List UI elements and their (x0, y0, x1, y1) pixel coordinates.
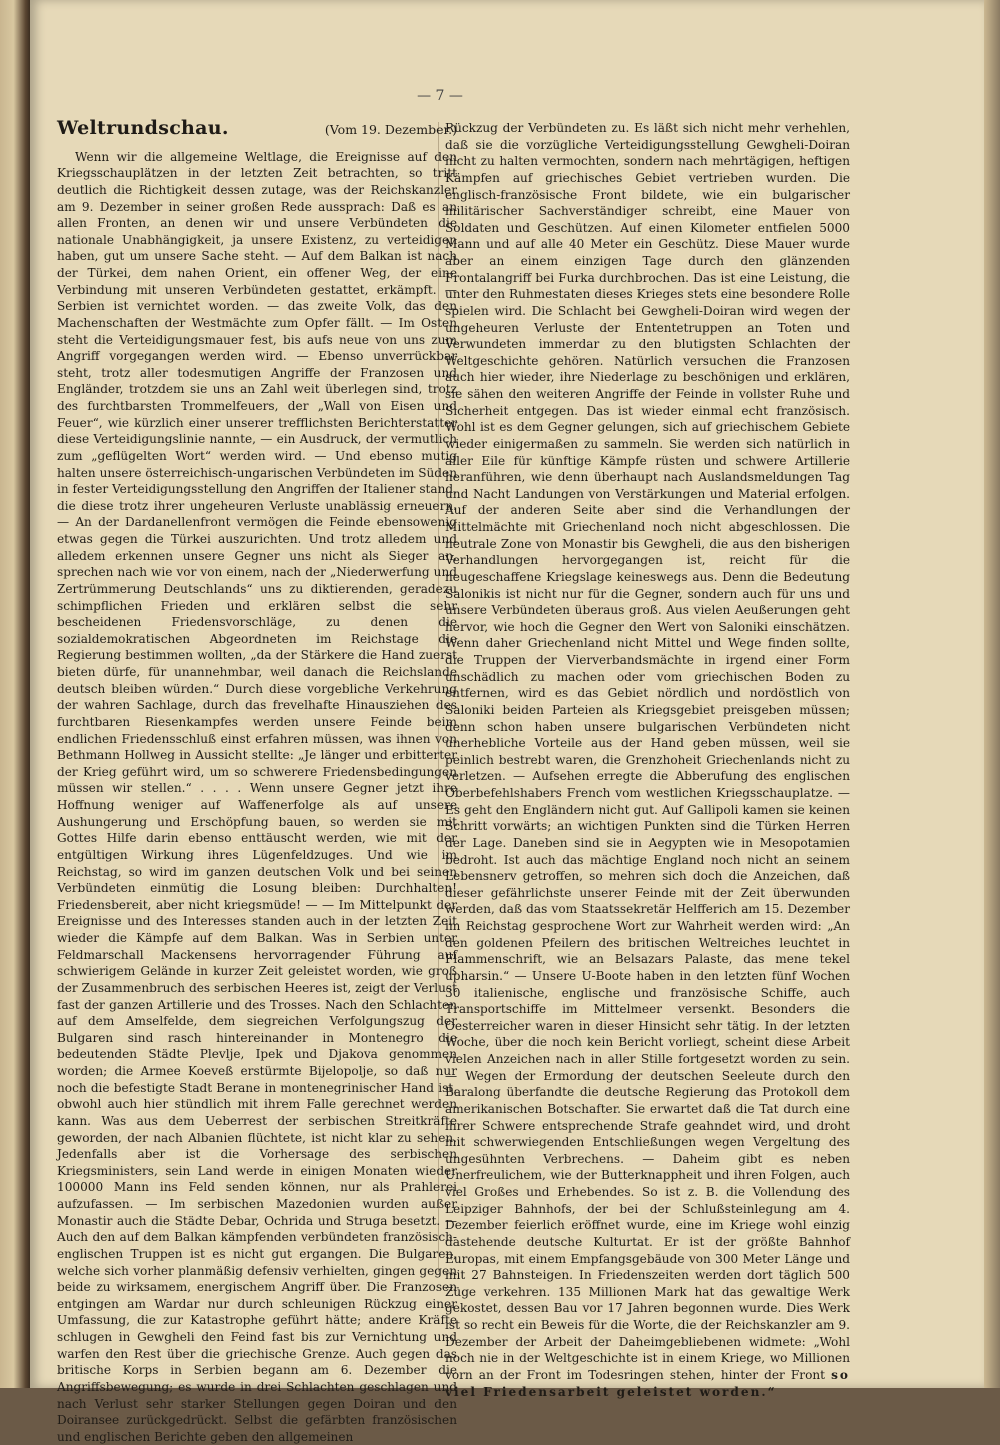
page-number: — 7 — (417, 88, 463, 104)
article-closing-quote: so viel Friedensarbeit geleistet worden.“ (445, 1367, 850, 1399)
article-body-right-text: Rückzug der Verbündeten zu. Es läßt sich nicht mehr verhehlen, daß sie die vorzügliche Verteidigungsstellung Gewgheli-Doiran nicht zu halten vermochten, sondern nach mehrtägigen, heftigen Kämpfen auf griechisches Gebiet vertrieben wurden. Die englisch-französische Front bildete, wie ein bulgarischer militärischer Sachverständiger schreibt, eine Mauer von Soldaten und Geschützen. Auf einen Kilometer entfielen 5000 Mann und auf alle 40 Meter ein Geschütz. Diese Mauer wurde aber an einem einzigen Tage durch den glänzenden Frontalangriff bei Furka durchbrochen. Das ist eine Leistung, die unter den Ruhmestaten dieses Krieges stets eine besondere Rolle spielen wird. Die Schlacht bei Gewgheli-Doiran wird wegen der ungeheuren Verluste der Ententetruppen an Toten und Verwundeten immerdar zu den blutigsten Schlachten der Weltgeschichte gehören. Natürlich versuchen die Franzosen auch hier wieder, ihre Niederlage zu beschönigen und erklären, sie sähen den weiteren Angriffe der Feinde in vollster Ruhe und Sicherheit entgegen. Das ist wieder einmal echt französisch. Wohl ist es dem Gegner gelungen, sich auf griechischem Gebiete wieder einigermaßen zu sammeln. Sie werden sich natürlich in aller Eile für künftige Kämpfe rüsten und schwere Artillerie heranführen, wie denn überhaupt nach Auslandsmeldungen Tag und Nacht Landungen von Verstärkungen und Material erfolgen. Auf der anderen Seite aber sind die Verhandlungen der Mittelmächte mit Griechenland noch nicht abgeschlossen. Die neutrale Zone von Monastir bis Gewgheli, die aus den bisherigen Verhandlungen hervorgegangen ist, reicht für die neugeschaffene Kriegslage keineswegs aus. Denn die Bedeutung Salonikis ist nicht nur für die Gegner, sondern auch für uns und unsere Verbündeten überaus groß. Aus vielen Aeußerungen geht hervor, wie hoch die Gegner den Wert von Saloniki einschätzen. Wenn daher Griechenland nicht Mittel und Wege finden sollte, die Truppen der Vierverbandsmächte in irgend einer Form unschädlich zu machen oder vom griechischen Boden zu entfernen, wird es das Gebiet nördlich und nordöstlich von Saloniki beiden Parteien als Kriegsgebiet preisgeben müssen; denn schon haben unsere bulgarischen Verbündeten nicht unerhebliche Vorteile aus der Hand geben müssen, weil sie peinlich bestrebt waren, die Grenzhoheit Griechenlands nicht zu verletzen. — Aufsehen erregte die Abberufung des englischen Oberbefehlshabers French vom westlichen Kriegsschauplatze. — Es geht den Engländern nicht gut. Auf Gallipoli kamen sie keinen Schritt vorwärts; an wichtigen Punkten sind die Türken Herren der Lage. Daneben sind sie in Aegypten wie in Mesopotamien bedroht. Ist auch das mächtige England noch nicht an seinem Lebensnerv getroffen, so mehren sich doch die Anzeichen, daß dieser gefährlichste unserer Feinde mit der Zeit überwunden werden, daß das vom Staatssekretär Helfferich am 15. Dezember im Reichstag gesprochene Wort zur Wahrheit werden wird: „An den goldenen Pfeilern des britischen Weltreiches leuchtet in Flammenschrift, wie an Belsazars Palaste, das mene tekel upharsin.“ — Unsere U-Boote haben in den letzten fünf Wochen 30 italienische, englische und französische Schiffe, auch Transportschiffe im Mittelmeer versenkt. Besonders die Oesterreicher waren in dieser Hinsicht sehr tätig. In der letzten Woche, über die noch kein Bericht vorliegt, scheint diese Arbeit vielen Anzeichen nach in aller Stille fortgesetzt worden zu sein. — Wegen der Ermordung der deutschen Seeleute durch den Baralong überfandte die deutsche Regierung das Protokoll dem amerikanischen Botschafter. Sie erwartet daß die Tat durch eine ihrer Schwere entsprechende Strafe geahndet wird, und droht mit schwerwiegenden Entschließungen wegen Vergeltung des ungesühnten Verbrechens. — Daheim gibt es neben Unerfreulichem, wie der Butterknappheit und ihren Folgen, auch viel Großes und Erhebendes. So ist z. B. die Vollendung des Leipziger Bahnhofs, der bei der Schlußsteinlegung am 4. Dezember feierlich eröffnet wurde, eine im Kriege wohl einzig dastehende deutsche Kulturtat. Er ist der größte Bahnhof Europas, mit einem Empfangsgebäude von 300 Meter Länge und mit 27 Bahnsteigen. In Friedenszeiten werden dort täglich 500 Züge verkehren. 135 Millionen Mark hat das gewaltige Werk gekostet, dessen Bau vor 17 Jahren begonnen wurde. Dies Werk ist so recht ein Beweis für die Worte, die der Reichskanzler am 9. Dezember der Arbeit der Daheimgebliebenen widmete: „Wohl noch nie in der Weltgeschichte ist in einem Kriege, wo Millionen vorn an der Front im Todesringen stehen, hinter der Front (445, 121, 850, 1382)
article-title: Weltrundschau. (57, 117, 229, 139)
book-spine (0, 0, 30, 1388)
page-edge (984, 0, 1000, 1388)
article-body-right (445, 120, 850, 1400)
article-body-left: Wenn wir die allgemeine Weltlage, die Ereignisse auf den Kriegsschauplätzen in der letzten Zeit betrachten, so tritt deutlich die Richtigkeit dessen zutage, was der Reichskanzler am 9. Dezember in seiner großen Rede aussprach: Daß es an allen Fronten, an denen wir und unsere Verbündeten die nationale Unabhängigkeit, ja unsere Existenz, zu verteidigen haben, gut um unsere Sache steht. — Auf dem Balkan ist nach der Türkei, dem nahen Orient, ein offener Weg, der eine Verbindung mit unseren Verbündeten gestattet, erkämpft. — Serbien ist vernichtet worden. — das zweite Volk, das den Machenschaften der Westmächte zum Opfer fällt. — Im Osten steht die Verteidigungsmauer fest, bis aufs neue von uns zum Angriff vorgegangen werden wird. — Ebenso unverrückbar steht, trotz aller todesmutigen Angriffe der Franzosen und Engländer, trotzdem sie uns an Zahl weit überlegen sind, trotz des furchtbarsten Trommelfeuers, der „Wall von Eisen und Feuer“, wie kürzlich einer unserer trefflichsten Berichterstatter diese Verteidigungslinie nannte, — ein Ausdruck, der vermutlich zum „geflügelten Wort“ werden wird. — Und ebenso mutig halten unsere österreichisch-ungarischen Verbündeten im Süden in fester Verteidigungsstellung den Angriffen der Italiener stand, die diese trotz ihrer ungeheuren Verluste unablässig erneuern. — An der Dardanellenfront vermögen die Feinde ebensowenig etwas gegen die Türkei auszurichten. Und trotz alledem und alledem erkennen unsere Gegner uns nicht als Sieger an, sprechen nach wie vor von einem, nach der „Niederwerfung und Zertrümmerung Deutschlands“ uns zu diktierenden, geradezu schimpflichen Frieden und erklären selbst die sehr bescheidenen Friedensvorschläge, zu denen die sozialdemokratischen Abgeordneten im Reichstage die Regierung bestimmen wollten, „da der Stärkere die Hand zuerst bieten dürfe, für unannehmbar, weil danach die Reichslande deutsch bleiben würden.“ Durch diese vorgebliche Verkehrung der wahren Sachlage, durch das frevelhafte Hinausziehen des furchtbaren Riesenkampfes werden unsere Feinde beim endlichen Friedensschluß einst erfahren müssen, was ihnen von Bethmann Hollweg in Aussicht stellte: „Je länger und erbitterter der Krieg geführt wird, um so schwerere Friedensbedingungen müssen wir stellen.“ . . . . Wenn unsere Gegner jetzt ihre Hoffnung weniger auf Waffenerfolge als auf unsere Aushungerung und Erschöpfung bauen, so werden sie mit Gottes Hilfe darin ebenso enttäuscht werden, wie mit der entgültigen Wirkung ihres Lügenfeldzuges. Und wie im Reichstag, so wird im ganzen deutschen Volk und bei seinen Verbündeten einmütig die Losung bleiben: Durchhalten! Friedensbereit, aber nicht kriegsmüde! — — Im Mittelpunkt der Ereignisse und des Interesses standen auch in der letzten Zeit wieder die Kämpfe auf dem Balkan. Was in Serbien unter Feldmarschall Mackensens hervorragender Führung auf schwierigem Gelände in kurzer Zeit geleistet worden, wie groß der Zusammenbruch des serbischen Heeres ist, zeigt der Verlust fast der ganzen Artillerie und des Trosses. Nach den Schlachten auf dem Amselfelde, dem siegreichen Verfolgungszug der Bulgaren sind rasch hintereinander in Montenegro die bedeutenden Städte Plevlje, Ipek und Djakova genommen worden; die Armee Koeveß erstürmte Bijelopolje, so daß nur noch die befestigte Stadt Berane in montenegrinischer Hand ist, obwohl auch hier stündlich mit ihrem Falle gerechnet werden kann. Was aus dem Ueberrest der serbischen Streitkräfte geworden, der nach Albanien flüchtete, ist nicht klar zu sehen. Jedenfalls aber ist die Vorhersage des serbischen Kriegsministers, sein Land werde in einigen Monaten wieder 100000 Mann ins Feld senden können, nur als Prahlerei aufzufassen. — Im serbischen Mazedonien wurden außer Monastir auch die Städte Debar, Ochrida und Struga besetzt. — Auch den auf dem Balkan kämpfenden verbündeten französisch-englischen Truppen ist es nicht gut ergangen. Die Bulgaren, welche sich vorher planmäßig defensiv verhielten, gingen gegen beide zu wirksamem, energischem Angriff über. Die Franzosen entgingen am Wardar nur durch schleunigen Rückzug einer Umfassung, die zur Katastrophe geführt hätte; andere Kräfte schlugen in Gewgheli den Feind fast bis zur Vernichtung und warfen den Rest über die griechische Grenze. Auch gegen das britische Korps in Serbien begann am 6. Dezember die Angriffsbewegung; es wurde in drei Schlachten geschlagen und nach Verlust sehr starker Stellungen gegen Doiran und den Doiransee zurückgedrückt. Selbst die gefärbten französischen und englischen Berichte geben den allgemeinen (57, 149, 457, 1444)
article-right-column (445, 120, 850, 1400)
article-left-column (57, 117, 457, 1445)
article-date: (Vom 19. Dezember.) (324, 122, 457, 137)
article-header (57, 117, 457, 139)
